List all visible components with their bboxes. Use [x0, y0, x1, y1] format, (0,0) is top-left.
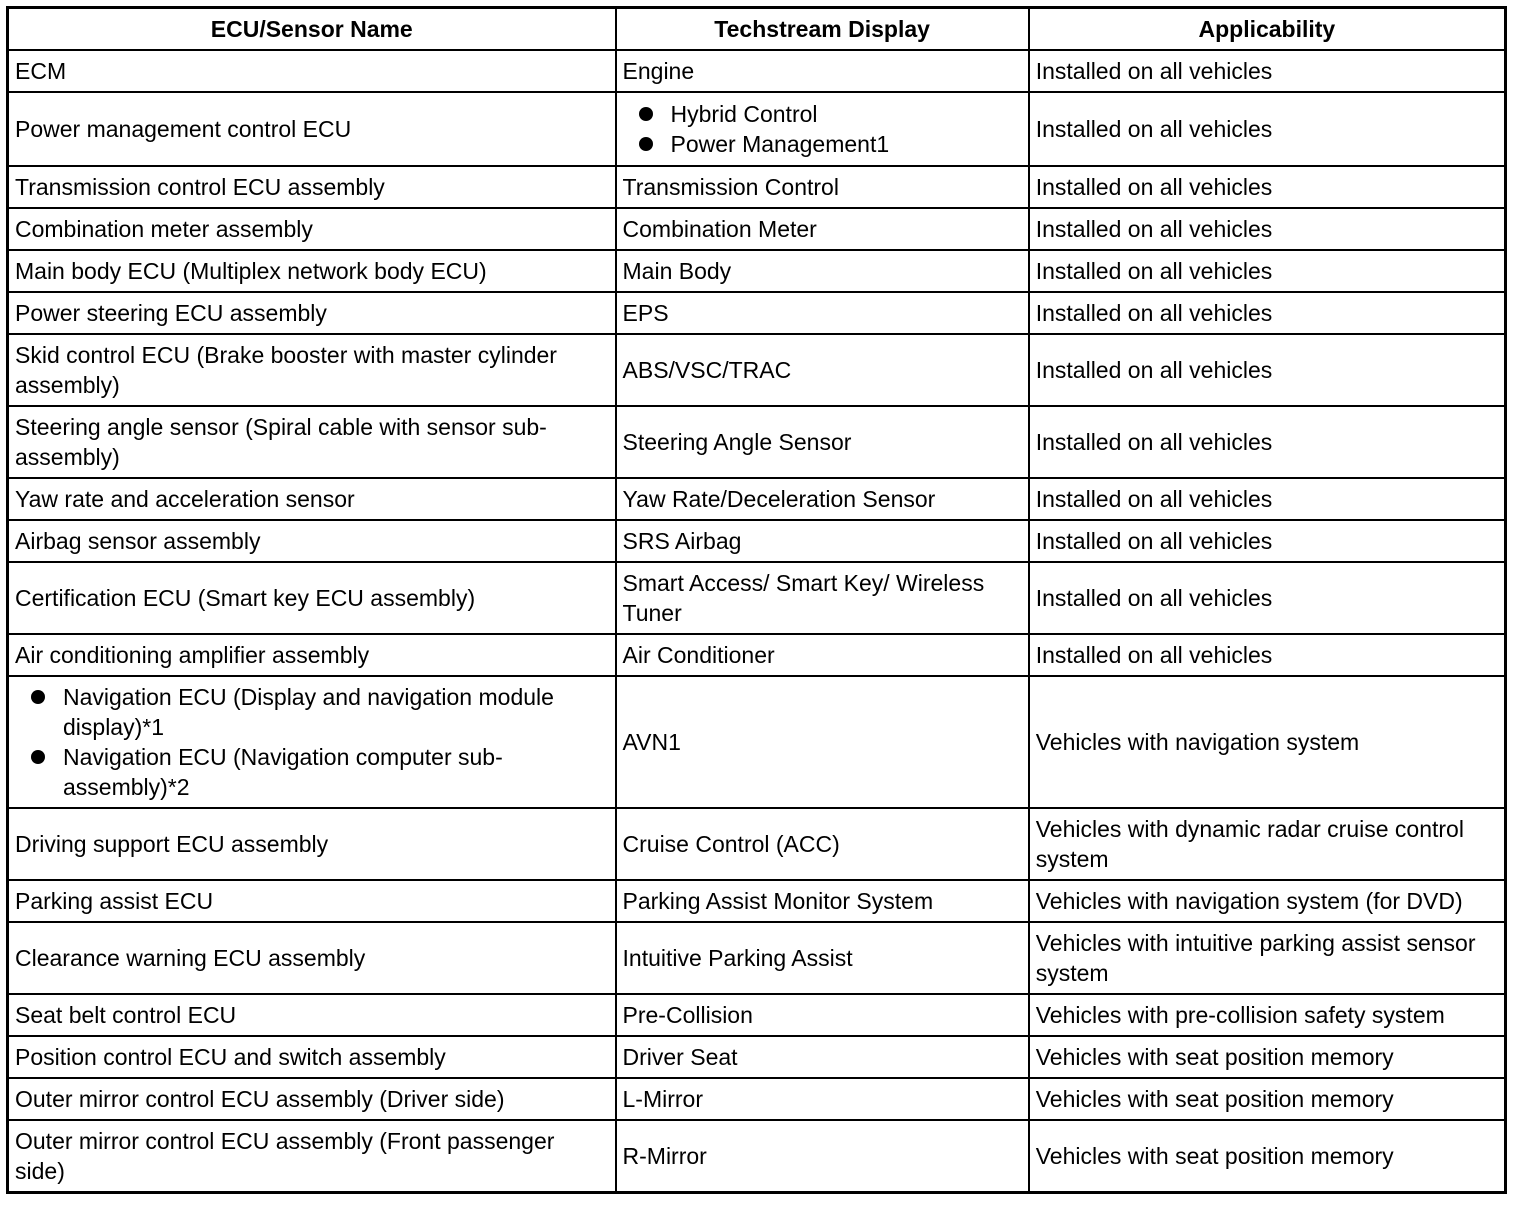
- applicability-cell: Installed on all vehicles: [1029, 92, 1506, 166]
- ecu-name-cell: Outer mirror control ECU assembly (Front passenger side): [8, 1120, 616, 1193]
- applicability-cell: Installed on all vehicles: [1029, 208, 1506, 250]
- list-item: Navigation ECU (Display and navigation module display)*1: [15, 682, 609, 742]
- table-row: [8, 334, 1506, 406]
- techstream-display-cell: Engine: [616, 50, 1029, 92]
- applicability-cell: Installed on all vehicles: [1029, 292, 1506, 334]
- applicability-cell: Vehicles with navigation system: [1029, 676, 1506, 808]
- applicability-cell: Installed on all vehicles: [1029, 334, 1506, 406]
- table-row: [8, 250, 1506, 292]
- ecu-name-cell: Driving support ECU assembly: [8, 808, 616, 880]
- ecu-name-cell: ECM: [8, 50, 616, 92]
- table-row: [8, 50, 1506, 92]
- header-applicability: Applicability: [1029, 8, 1506, 51]
- applicability-cell: Vehicles with navigation system (for DVD): [1029, 880, 1506, 922]
- ecu-name-cell: Air conditioning amplifier assembly: [8, 634, 616, 676]
- ecu-name-cell: Clearance warning ECU assembly: [8, 922, 616, 994]
- applicability-cell: Vehicles with pre-collision safety system: [1029, 994, 1506, 1036]
- techstream-display-cell: AVN1: [616, 676, 1029, 808]
- techstream-display-cell: [616, 92, 1029, 166]
- table-row: [8, 520, 1506, 562]
- ecu-name-cell: Seat belt control ECU: [8, 994, 616, 1036]
- techstream-display-cell: Yaw Rate/Deceleration Sensor: [616, 478, 1029, 520]
- ecu-name-cell: Power steering ECU assembly: [8, 292, 616, 334]
- techstream-display-cell: SRS Airbag: [616, 520, 1029, 562]
- techstream-display-cell: ABS/VSC/TRAC: [616, 334, 1029, 406]
- applicability-cell: Installed on all vehicles: [1029, 406, 1506, 478]
- techstream-display-cell: Steering Angle Sensor: [616, 406, 1029, 478]
- applicability-cell: Installed on all vehicles: [1029, 50, 1506, 92]
- applicability-cell: Vehicles with seat position memory: [1029, 1078, 1506, 1120]
- table-row: [8, 994, 1506, 1036]
- table-row: [8, 92, 1506, 166]
- table-row: [8, 676, 1506, 808]
- table-row: [8, 1120, 1506, 1193]
- applicability-cell: Vehicles with seat position memory: [1029, 1120, 1506, 1193]
- table-row: [8, 478, 1506, 520]
- list-item: Hybrid Control: [623, 99, 1022, 129]
- table-row: [8, 562, 1506, 634]
- ecu-name-cell: Power management control ECU: [8, 92, 616, 166]
- ecu-name-cell: Yaw rate and acceleration sensor: [8, 478, 616, 520]
- ecu-name-cell: Outer mirror control ECU assembly (Driver side): [8, 1078, 616, 1120]
- applicability-cell: Installed on all vehicles: [1029, 250, 1506, 292]
- techstream-display-cell: Parking Assist Monitor System: [616, 880, 1029, 922]
- applicability-cell: Installed on all vehicles: [1029, 166, 1506, 208]
- applicability-cell: Vehicles with seat position memory: [1029, 1036, 1506, 1078]
- ecu-name-cell: Position control ECU and switch assembly: [8, 1036, 616, 1078]
- header-row: [8, 8, 1506, 51]
- applicability-cell: Installed on all vehicles: [1029, 520, 1506, 562]
- table-row: [8, 808, 1506, 880]
- table-row: [8, 406, 1506, 478]
- techstream-display-cell: Cruise Control (ACC): [616, 808, 1029, 880]
- ecu-name-bullet-list: [15, 682, 609, 802]
- techstream-display-cell: Intuitive Parking Assist: [616, 922, 1029, 994]
- display-bullet-list: [623, 99, 1022, 159]
- table-row: [8, 1078, 1506, 1120]
- ecu-name-cell: Airbag sensor assembly: [8, 520, 616, 562]
- table-row: [8, 208, 1506, 250]
- techstream-display-cell: EPS: [616, 292, 1029, 334]
- table-row: [8, 922, 1506, 994]
- header-techstream-display: Techstream Display: [616, 8, 1029, 51]
- techstream-display-cell: L-Mirror: [616, 1078, 1029, 1120]
- applicability-cell: Vehicles with intuitive parking assist sensor system: [1029, 922, 1506, 994]
- ecu-name-cell: Parking assist ECU: [8, 880, 616, 922]
- techstream-display-cell: Transmission Control: [616, 166, 1029, 208]
- ecu-name-cell: Steering angle sensor (Spiral cable with sensor sub-assembly): [8, 406, 616, 478]
- ecu-name-cell: [8, 676, 616, 808]
- table-row: [8, 634, 1506, 676]
- techstream-display-cell: Smart Access/ Smart Key/ Wireless Tuner: [616, 562, 1029, 634]
- applicability-cell: Vehicles with dynamic radar cruise control system: [1029, 808, 1506, 880]
- table-row: [8, 292, 1506, 334]
- techstream-display-cell: R-Mirror: [616, 1120, 1029, 1193]
- ecu-sensor-table: [6, 6, 1507, 1194]
- techstream-display-cell: Driver Seat: [616, 1036, 1029, 1078]
- techstream-display-cell: Combination Meter: [616, 208, 1029, 250]
- table-row: [8, 880, 1506, 922]
- ecu-name-cell: Main body ECU (Multiplex network body ECU): [8, 250, 616, 292]
- list-item: Navigation ECU (Navigation computer sub-assembly)*2: [15, 742, 609, 802]
- ecu-name-cell: Certification ECU (Smart key ECU assembly): [8, 562, 616, 634]
- applicability-cell: Installed on all vehicles: [1029, 634, 1506, 676]
- techstream-display-cell: Main Body: [616, 250, 1029, 292]
- ecu-name-cell: Transmission control ECU assembly: [8, 166, 616, 208]
- header-ecu-sensor-name: ECU/Sensor Name: [8, 8, 616, 51]
- techstream-display-cell: Air Conditioner: [616, 634, 1029, 676]
- list-item: Power Management1: [623, 129, 1022, 159]
- techstream-display-cell: Pre-Collision: [616, 994, 1029, 1036]
- ecu-name-cell: Skid control ECU (Brake booster with master cylinder assembly): [8, 334, 616, 406]
- ecu-name-cell: Combination meter assembly: [8, 208, 616, 250]
- applicability-cell: Installed on all vehicles: [1029, 562, 1506, 634]
- applicability-cell: Installed on all vehicles: [1029, 478, 1506, 520]
- table-row: [8, 166, 1506, 208]
- table-row: [8, 1036, 1506, 1078]
